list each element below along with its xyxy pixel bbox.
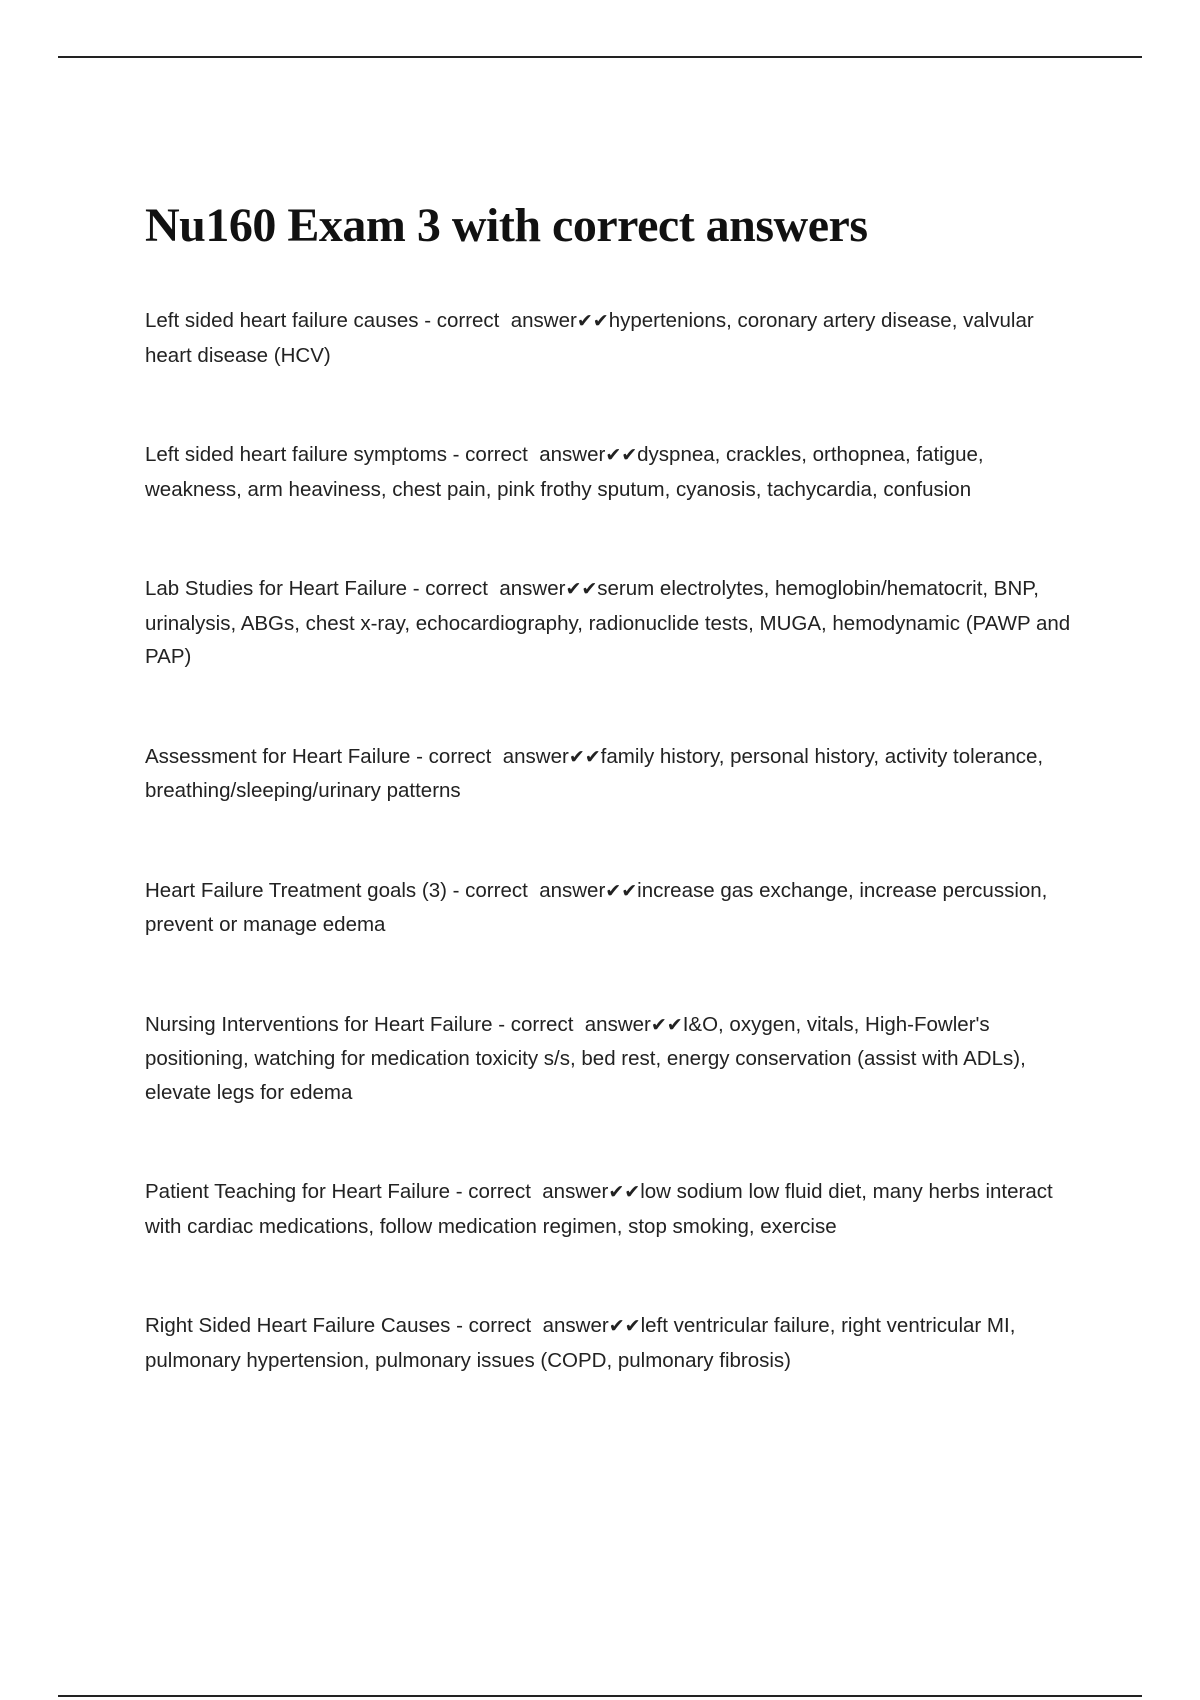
answer-separator: - correct answer <box>492 1012 651 1036</box>
answer-text: increase gas exchange, increase percussion, prevent or manage edema <box>145 878 1048 936</box>
qa-item <box>145 304 1085 372</box>
question-text: Lab Studies for Heart Failure <box>145 577 408 600</box>
answer-separator: - correct answer <box>410 744 569 768</box>
question-text: Right Sided Heart Failure Causes <box>145 1314 451 1337</box>
qa-item <box>145 1309 1085 1377</box>
answer-text: dyspnea, crackles, orthopnea, fatigue, weakness, arm heaviness, chest pain, pink frothy sputum, cyanosis, tachycardia, confusion <box>145 443 984 501</box>
question-text: Left sided heart failure symptoms <box>145 443 447 466</box>
question-text: Nursing Interventions for Heart Failure <box>145 1012 493 1036</box>
question-text: Heart Failure Treatment goals (3) <box>145 878 447 902</box>
answer-separator: - correct answer <box>407 577 566 600</box>
answer-text: I&O, oxygen, vitals, High-Fowler's positioning, watching for medication toxicity s/s, bed rest, energy conservation (assist with ADLs), elevate legs for edema <box>145 1012 1026 1104</box>
qa-item <box>145 438 1085 506</box>
footer-rule <box>58 1695 1142 1697</box>
double-check-icon: ✔✔ <box>565 578 598 600</box>
question-text: Assessment for Heart Failure <box>145 744 411 768</box>
answer-separator: - correct answer <box>450 1314 609 1337</box>
qa-list <box>145 304 1085 1443</box>
answer-separator: - correct answer <box>450 1180 609 1203</box>
double-check-icon: ✔✔ <box>650 1013 683 1036</box>
answer-text: family history, personal history, activity tolerance, breathing/sleeping/urinary patterns <box>145 744 1044 802</box>
question-text: Left sided heart failure causes <box>145 309 419 332</box>
qa-item <box>145 1175 1085 1243</box>
answer-separator: - correct answer <box>418 309 577 332</box>
page-title: Nu160 Exam 3 with correct answers <box>145 199 868 252</box>
double-check-icon: ✔✔ <box>605 879 638 902</box>
qa-item <box>145 572 1085 674</box>
qa-item <box>145 1008 1085 1110</box>
answer-text: left ventricular failure, right ventricular MI, pulmonary hypertension, pulmonary issues (COPD, pulmonary fibrosis) <box>145 1314 1016 1372</box>
answer-text: serum electrolytes, hemoglobin/hematocrit, BNP, urinalysis, ABGs, chest x-ray, echocardiography, radionuclide tests, MUGA, hemodynamic (PAWP and PAP) <box>145 577 1071 668</box>
answer-separator: - correct answer <box>446 443 606 466</box>
double-check-icon: ✔✔ <box>608 1181 641 1203</box>
answer-separator: - correct answer <box>446 878 606 902</box>
double-check-icon: ✔✔ <box>608 1315 641 1337</box>
double-check-icon: ✔✔ <box>568 745 601 768</box>
double-check-icon: ✔✔ <box>576 310 609 332</box>
double-check-icon: ✔✔ <box>605 444 638 466</box>
question-text: Patient Teaching for Heart Failure <box>145 1180 451 1203</box>
header-rule <box>58 56 1142 58</box>
qa-item <box>145 874 1085 942</box>
answer-text: low sodium low fluid diet, many herbs interact with cardiac medications, follow medication regimen, stop smoking, exercise <box>145 1180 1053 1238</box>
answer-text: hypertenions, coronary artery disease, valvular heart disease (HCV) <box>145 309 1034 367</box>
qa-item <box>145 740 1085 808</box>
